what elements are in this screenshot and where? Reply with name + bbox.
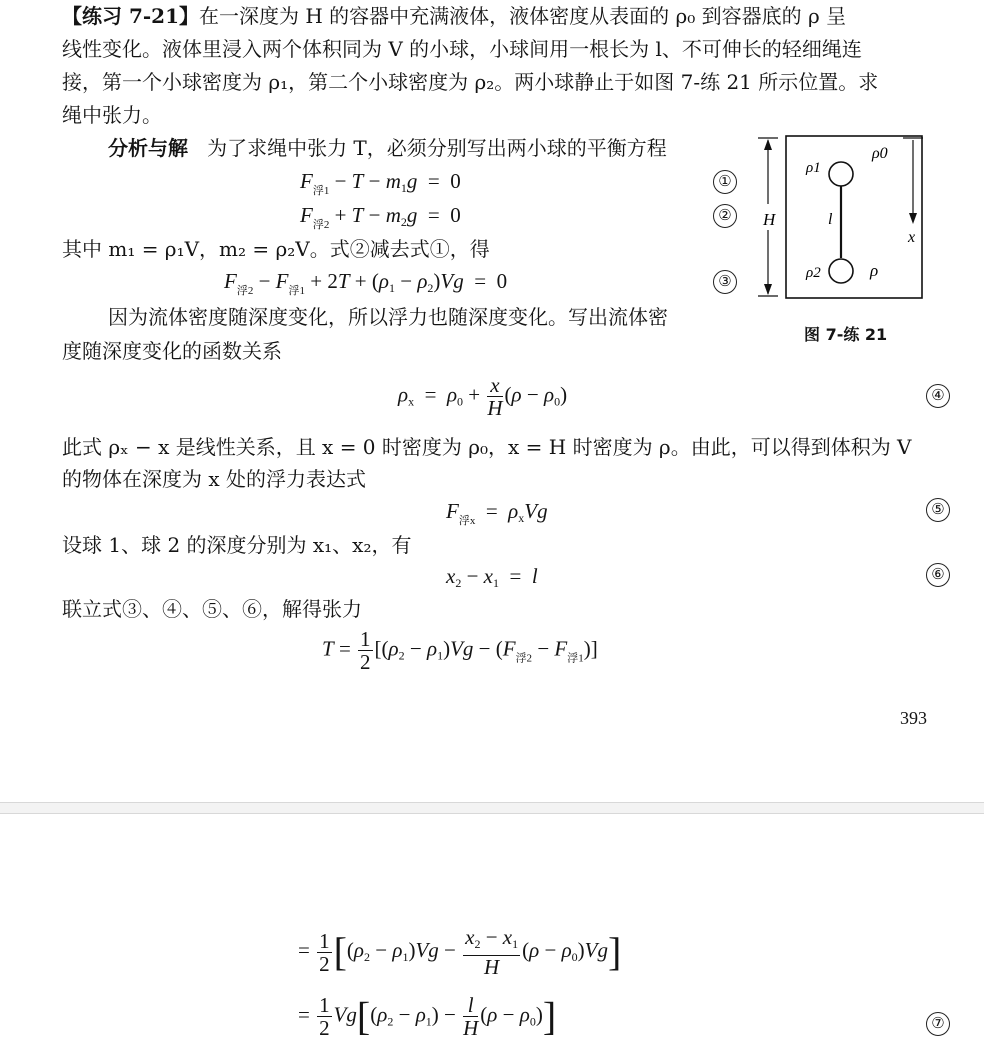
- problem-text-1: 在一深度为 H 的容器中充满液体，液体密度从表面的 ρ₀ 到容器底的 ρ 呈: [199, 4, 847, 28]
- problem-line-1: [62, 3, 846, 29]
- label-rho2: ρ2: [806, 265, 821, 281]
- fraction-l-over-h: $\frac{l}{H}$: [463, 993, 479, 1040]
- problem-tag: 【练习 7-21】: [62, 4, 200, 28]
- fraction-one-half-2: $\frac{1}{2}$: [319, 928, 330, 976]
- equation-2: $F_{浮2} + T - m_2g = 0$: [300, 203, 461, 231]
- where-line: 其中 m₁ = ρ₁V，m₂ = ρ₂V。式②减去式①，得: [62, 237, 490, 261]
- linear-line-2: 的物体在深度为 x 处的浮力表达式: [62, 467, 366, 491]
- analysis-heading: 分析与解: [108, 136, 188, 160]
- linear-line-1: 此式 ρₓ − x 是线性关系，且 x = 0 时密度为 ρ₀，x = H 时密度为 ρ。由此，可以得到体积为 V: [62, 435, 912, 459]
- page-number: 393: [900, 708, 927, 728]
- combine-line: 联立式③、④、⑤、⑥，解得张力: [62, 597, 362, 621]
- depth-line: 设球 1、球 2 的深度分别为 x₁、x₂，有: [62, 533, 412, 557]
- ball-2: [829, 259, 853, 283]
- label-rho: ρ: [870, 261, 879, 280]
- equation-1: $F_{浮1} - T - m_1g = 0$: [300, 169, 461, 197]
- equation-number-7: ⑦: [926, 1012, 950, 1036]
- fraction-depth-over-h: $\frac{x_2 - x_1}{H}$: [465, 925, 519, 979]
- equation-number-2: ②: [713, 204, 737, 228]
- fraction-one-half-3: $\frac{1}{2}$: [319, 993, 330, 1040]
- fluid-line-2: 度随深度变化的函数关系: [62, 339, 282, 363]
- analysis-intro: 为了求绳中张力 T，必须分别写出两小球的平衡方程: [207, 136, 667, 160]
- label-l: l: [828, 211, 833, 228]
- h-arrow-down: [764, 284, 772, 295]
- label-rho0: ρ0: [872, 145, 888, 162]
- equation-number-6: ⑥: [926, 563, 950, 587]
- equation-3: $F_{浮2} - F_{浮1} + 2T + (\rho_1 - \rho_2)Vg = 0$: [224, 269, 508, 297]
- problem-line-3: 接，第一个小球密度为 ρ₁，第二个小球密度为 ρ₂。两小球静止于如图 7-练 21 所示位置。求: [62, 70, 879, 94]
- x-arrow-down: [909, 213, 917, 224]
- fluid-line-1: 因为流体密度随深度变化，所以浮力也随深度变化。写出流体密: [108, 305, 668, 329]
- equation-number-1: ①: [713, 170, 737, 194]
- page-separator: [0, 802, 984, 814]
- problem-line-2: 线性变化。液体里浸入两个体积同为 V 的小球，小球间用一根长为 l、不可伸长的轻细绳连: [62, 37, 862, 61]
- equation-4: $\rho_x = \rho_0$ + $\frac{x}{H}$ $(\rho - \rho_0)$: [398, 373, 568, 420]
- equation-number-3: ③: [713, 270, 737, 294]
- figure-caption: 图 7-练 21: [804, 325, 888, 344]
- label-rho1: ρ1: [806, 160, 821, 176]
- fraction-one-half: $\frac{1}{2}$: [360, 627, 371, 674]
- equation-number-5: ⑤: [926, 498, 950, 522]
- h-arrow-up: [764, 139, 772, 150]
- equation-6: $x_2 - x_1 = l$: [446, 564, 538, 590]
- equation-5: $F_{浮x} = \rho_xVg$: [446, 499, 548, 527]
- label-h: H: [763, 210, 776, 229]
- equation-7-step-1: = $\frac{1}{2}$ [$(\rho_2 - \rho_1)Vg$ − $\frac{x_2 - x_1}{H}$ $(\rho - \rho_0)Vg$]: [298, 925, 622, 979]
- fraction-x-over-h: $\frac{x}{H}$: [487, 373, 503, 420]
- ball-1: [829, 162, 853, 186]
- analysis-line: [108, 135, 667, 161]
- equation-7-step-2: = $\frac{1}{2}$ $Vg[(\rho_2 - \rho_1)$ − $\frac{l}{H}$ $(\rho - \rho_0)$]: [298, 993, 557, 1040]
- figure-7-21: [748, 128, 938, 338]
- label-x: x: [908, 229, 916, 246]
- problem-line-4: 绳中张力。: [62, 103, 162, 127]
- container-diagram: [748, 128, 938, 338]
- tension-equation: T = $\frac{1}{2}$ $[(\rho_2 - \rho_1)Vg - (F_{浮2} - F_{浮1})]$: [322, 627, 598, 674]
- equation-number-4: ④: [926, 384, 950, 408]
- next-page: [0, 814, 984, 1047]
